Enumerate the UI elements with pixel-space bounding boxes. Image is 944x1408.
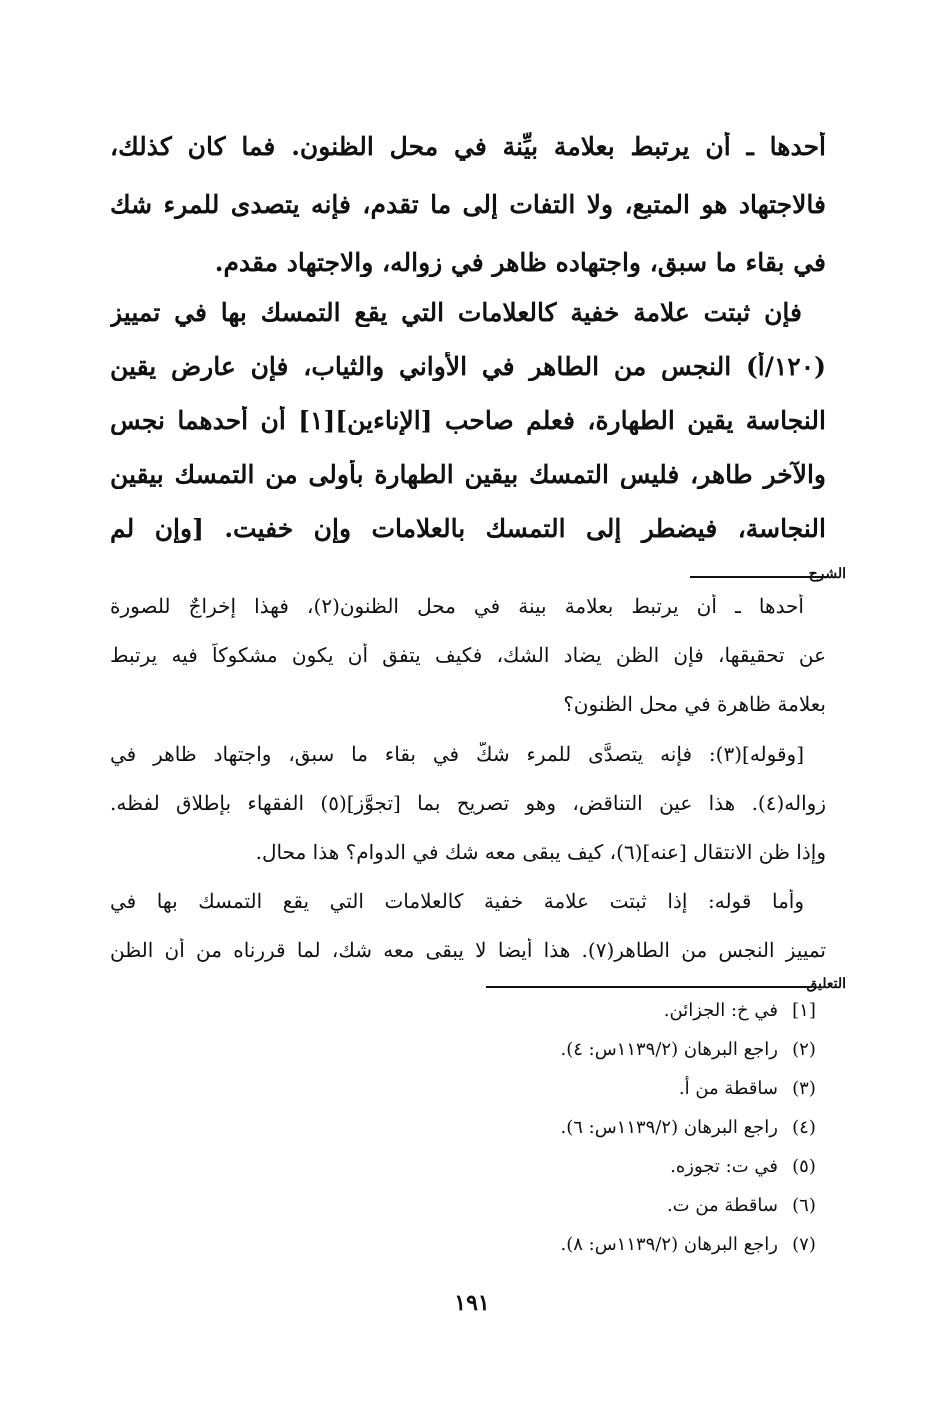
main-line: في بقاء ما سبق، واجتهاده ظاهر في زواله، والاجتهاد مقدم.: [214, 248, 826, 277]
sharh-line: وأما قوله: إذا ثبتت علامة خفية كالعلامات التي يقع التمسك بها في: [110, 889, 804, 913]
sharh-line: وإذا ظن الانتقال [عنه](٦)، كيف يبقى معه شك في الدوام؟ هذا محال.: [255, 840, 826, 864]
sharh-line: زواله(٤). هذا عين التناقض، وهو تصريح بما [تجوَّز](٥) الفقهاء بإطلاق لفظه.: [110, 791, 826, 815]
footnote: [679, 1078, 822, 1099]
footnote-number: (٥): [792, 1156, 816, 1177]
footnote: [667, 1195, 822, 1216]
footnote-text: راجع البرهان (١١٣٩/٢س: ٦).: [560, 1117, 778, 1138]
main-line: والآخر طاهر، فليس التمسك بيقين الطهارة بأولى من التمسك بيقين: [110, 460, 826, 489]
sharh-line: تمييز النجس من الطاهر(٧). هذا أيضا لا يبقى معه شك، لما قررناه من أن الظن: [110, 938, 826, 962]
footnote-text: راجع البرهان (١١٣٩/٢س: ٨).: [560, 1234, 778, 1255]
sharh-line: عن تحقيقها، فإن الظن يضاد الشك، فكيف يتفق أن يكون مشكوكاً فيه يرتبط: [110, 643, 826, 667]
footnote-text: راجع البرهان (١١٣٩/٢س: ٤).: [560, 1039, 778, 1060]
sharh-line: بعلامة ظاهرة في محل الظنون؟: [563, 692, 826, 716]
footnote-text: في خ: الجزائن.: [663, 1000, 778, 1021]
main-line: النجاسة، فيضطر إلى التمسك بالعلامات وإن خفيت. [وإن لم: [110, 514, 826, 543]
footnote-number: (٢): [792, 1039, 816, 1060]
sharh-line: أحدها ـ أن يرتبط بعلامة بينة في محل الظنون(٢)، فهذا إخراجٌ للصورة: [110, 594, 804, 618]
main-line: فإن ثبتت علامة خفية كالعلامات التي يقع التمسك بها في تمييز: [110, 298, 802, 327]
footnote-number: (٣): [792, 1078, 816, 1099]
footnote-number: [١]: [792, 1000, 816, 1021]
sharh-divider: [690, 576, 828, 578]
main-line: فالاجتهاد هو المتبع، ولا التفات إلى ما تقدم، فإنه يتصدى للمرء شك: [110, 190, 826, 219]
taliq-label: التعليق: [806, 976, 846, 992]
footnote: [560, 1117, 822, 1138]
main-line: (١٢٠/أ) النجس من الطاهر في الأواني والثياب، فإن عارض يقين: [110, 352, 826, 381]
footnote-number: (٤): [792, 1117, 816, 1138]
footnote-number: (٦): [792, 1195, 816, 1216]
footnote-text: ساقطة من ت.: [666, 1195, 778, 1216]
sharh-label: الشرح: [808, 566, 846, 582]
footnote: [560, 1234, 822, 1255]
main-line: أحدها ـ أن يرتبط بعلامة بيِّنة في محل الظنون. فما كان كذلك،: [110, 132, 826, 161]
footnote: [664, 1000, 822, 1021]
sharh-line: [وقوله](٣): فإنه يتصدَّى للمرء شكٌّ في بقاء ما سبق، واجتهاد ظاهر في: [110, 742, 804, 766]
main-line: النجاسة يقين الطهارة، فعلم صاحب [الإناءين][١] أن أحدهما نجس: [110, 406, 826, 435]
footnote-text: ساقطة من أ.: [678, 1078, 778, 1099]
footnote-text: في ت: تجوزه.: [670, 1156, 778, 1177]
taliq-divider: [486, 986, 812, 988]
page-number: ١٩١: [454, 1290, 490, 1316]
footnote-number: (٧): [792, 1234, 816, 1255]
footnote: [560, 1039, 822, 1060]
footnote: [670, 1156, 822, 1177]
